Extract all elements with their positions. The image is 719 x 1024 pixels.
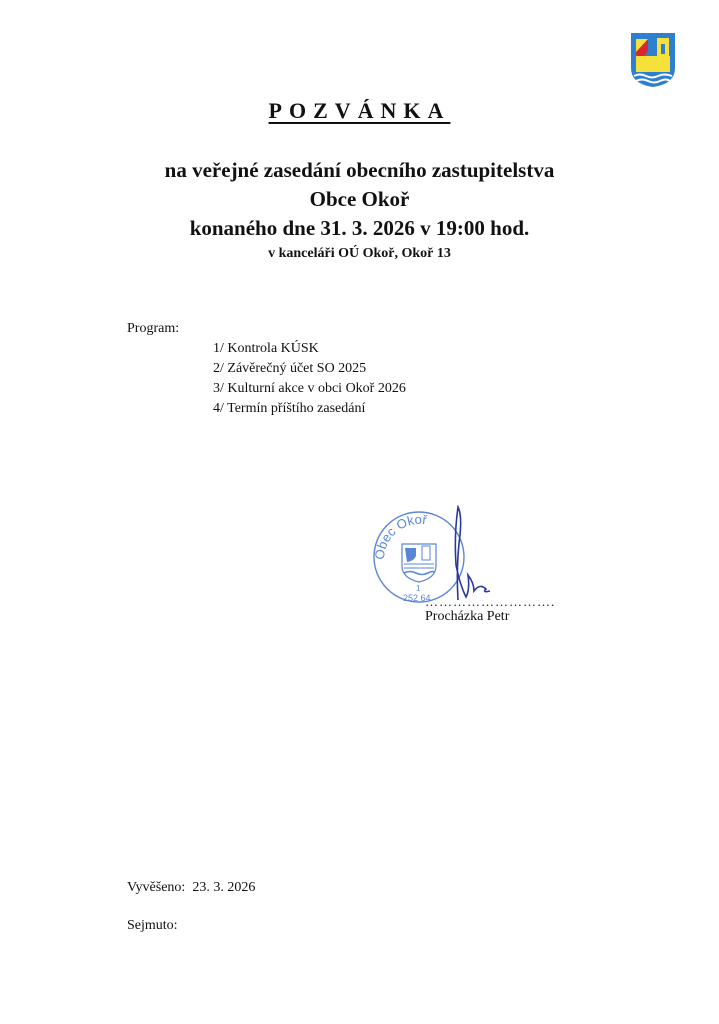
svg-text:Obec Okoř: Obec Okoř bbox=[371, 511, 428, 561]
signature-icon bbox=[440, 505, 520, 605]
subtitle-line-3: konaného dne 31. 3. 2026 v 19:00 hod. bbox=[189, 216, 530, 240]
document-title: POZVÁNKA bbox=[268, 98, 451, 123]
program-label: Program: bbox=[127, 321, 180, 336]
program-item: 4/ Termín příštího zasedání bbox=[213, 401, 366, 416]
signature-line: ………………………. bbox=[425, 594, 556, 609]
posted-row bbox=[127, 880, 255, 896]
program-item: 3/ Kulturní akce v obci Okoř 2026 bbox=[213, 381, 406, 396]
subtitle-line-1: na veřejné zasedání obecního zastupitelstva bbox=[164, 158, 555, 182]
signer-name: Procházka Petr bbox=[425, 609, 510, 624]
program-item: 1/ Kontrola KÚSK bbox=[213, 341, 319, 356]
posted-date: 23. 3. 2026 bbox=[192, 880, 256, 895]
meeting-location: v kanceláři OÚ Okoř, Okoř 13 bbox=[268, 246, 451, 261]
svg-text:1: 1 bbox=[416, 584, 421, 593]
posted-label: Vyvěšeno: bbox=[127, 880, 186, 895]
removed-label: Sejmuto: bbox=[127, 918, 178, 933]
program-item: 2/ Závěrečný účet SO 2025 bbox=[213, 361, 367, 376]
svg-text:252 64: 252 64 bbox=[403, 593, 431, 603]
subtitle-line-2: Obce Okoř bbox=[309, 187, 410, 211]
coat-of-arms-icon bbox=[630, 32, 676, 88]
